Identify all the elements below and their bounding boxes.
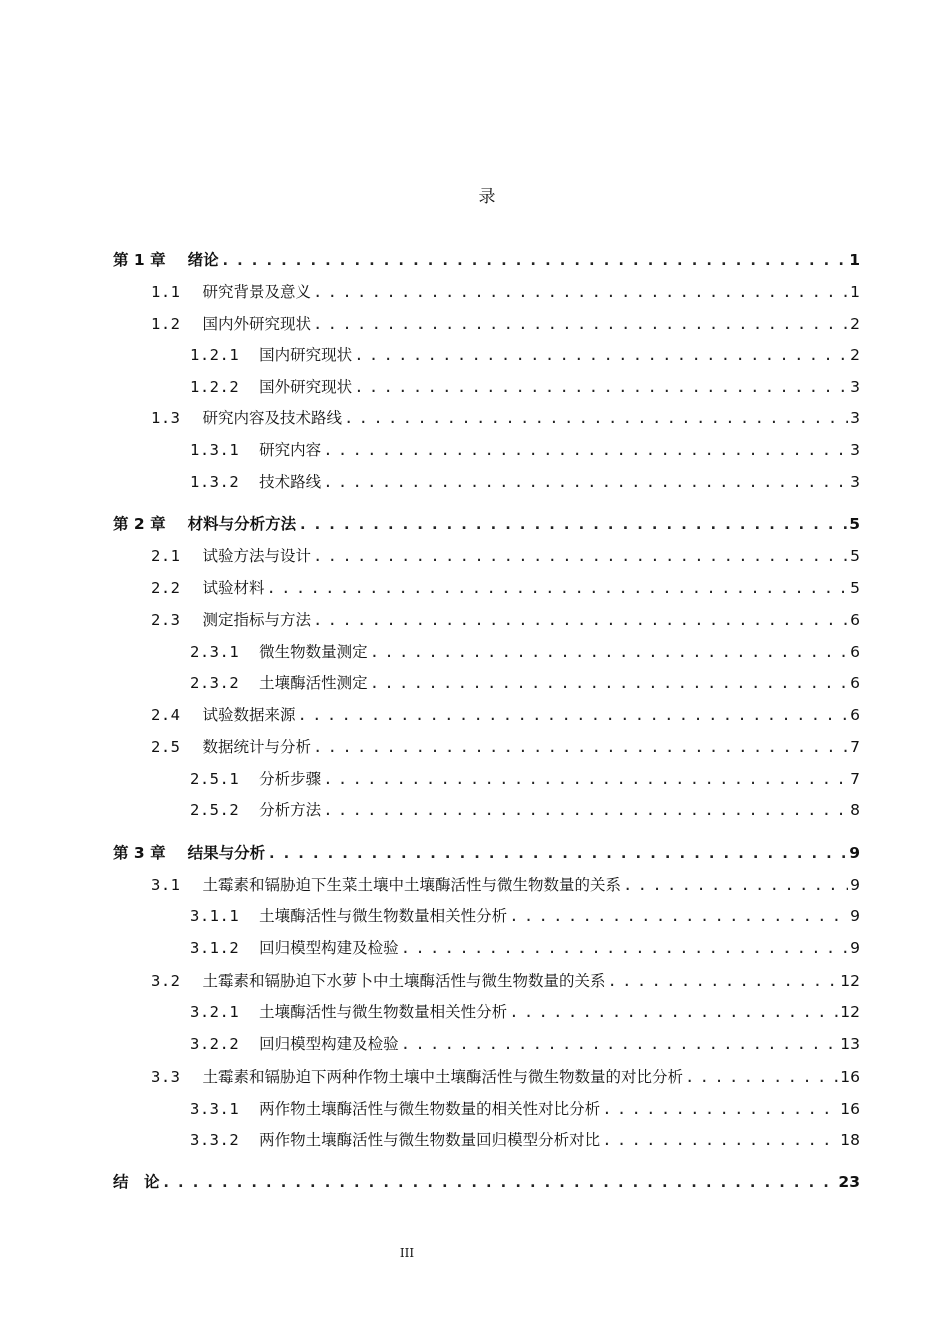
toc-dot-leader: [323, 767, 848, 791]
toc-entry-page: 8: [850, 801, 860, 819]
toc-entry-page: 23: [838, 1173, 860, 1191]
toc-entry-page: 6: [850, 674, 860, 692]
toc-section-entry[interactable]: [190, 375, 860, 399]
toc-entry-number: 1.3: [151, 409, 181, 427]
toc-entry-page: 13: [840, 1035, 860, 1053]
toc-dot-leader: [685, 1065, 838, 1089]
toc-entry-page: 7: [850, 738, 860, 756]
toc-dot-leader: [401, 1032, 839, 1056]
toc-entry-label: 土霉素和镉胁迫下两种作物土壤中土壤酶活性与微生物数量的对比分析: [202, 1068, 684, 1086]
toc-section-entry[interactable]: [190, 671, 860, 695]
toc-section-entry[interactable]: [190, 1128, 860, 1152]
toc-dot-leader: [313, 312, 848, 336]
toc-entry-page: 7: [850, 770, 860, 788]
toc-dot-leader: [298, 512, 847, 536]
toc-entry-label: 微生物数量测定: [259, 643, 368, 661]
toc-dot-leader: [313, 735, 848, 759]
toc-entry-number: 1.2.2: [190, 378, 240, 396]
toc-entry-page: 3: [850, 441, 860, 459]
toc-dot-leader: [602, 1128, 838, 1152]
toc-dot-leader: [313, 544, 848, 568]
toc-entry-page: 9: [850, 939, 860, 957]
toc-chapter-entry[interactable]: [113, 248, 860, 272]
toc-entry-number: 3.3.2: [190, 1131, 240, 1149]
toc-entry-number: 3.1.1: [190, 907, 240, 925]
toc-section-entry[interactable]: [151, 312, 860, 336]
toc-section-entry[interactable]: [151, 703, 860, 727]
toc-entry-label: 试验数据来源: [202, 706, 296, 724]
toc-dot-leader: [323, 470, 848, 494]
toc-dot-leader: [267, 576, 849, 600]
toc-entry-page: 12: [840, 972, 860, 990]
toc-entry-number: 3.2.1: [190, 1003, 240, 1021]
toc-section-entry[interactable]: [151, 544, 860, 568]
toc-dot-leader: [267, 841, 847, 865]
toc-dot-leader: [608, 969, 839, 993]
toc-entry-label: 分析步骤: [259, 770, 322, 788]
toc-entry-page: 1: [850, 283, 860, 301]
toc-entry-number: 1.3.2: [190, 473, 240, 491]
toc-entry-page: 6: [850, 643, 860, 661]
toc-dot-leader: [344, 406, 848, 430]
toc-entry-number: 2.3.1: [190, 643, 240, 661]
toc-entry-page: 3: [850, 473, 860, 491]
toc-entry-number: 第 3 章: [113, 844, 166, 862]
toc-entry-label: 土壤酶活性测定: [259, 674, 368, 692]
toc-section-entry[interactable]: [151, 280, 860, 304]
toc-entry-number: 2.4: [151, 706, 181, 724]
toc-chapter-entry[interactable]: [113, 512, 860, 536]
toc-entry-label: 试验方法与设计: [202, 547, 312, 565]
toc-section-entry[interactable]: [151, 969, 860, 993]
toc-entry-page: 5: [850, 547, 860, 565]
toc-section-entry[interactable]: [190, 936, 860, 960]
toc-entry-page: 5: [849, 515, 860, 533]
toc-entry-number: 1.1: [151, 283, 181, 301]
toc-entry-page: 3: [850, 378, 860, 396]
toc-section-entry[interactable]: [151, 406, 860, 430]
toc-entry-page: 16: [840, 1100, 860, 1118]
toc-entry-number: 3.1.2: [190, 939, 240, 957]
toc-entry-label: 回归模型构建及检验: [259, 1035, 399, 1053]
toc-dot-leader: [313, 608, 848, 632]
toc-entry-number: 3.3: [151, 1068, 181, 1086]
toc-entry-label: 测定指标与方法: [202, 611, 312, 629]
toc-entry-number: 2.2: [151, 579, 181, 597]
toc-entry-page: 5: [850, 579, 860, 597]
toc-entry-label: 土壤酶活性与微生物数量相关性分析: [259, 1003, 508, 1021]
toc-chapter-entry[interactable]: [113, 1170, 860, 1194]
toc-entry-label: 技术路线: [259, 473, 322, 491]
toc-section-entry[interactable]: [190, 640, 860, 664]
toc-entry-number: 第 1 章: [113, 251, 166, 269]
toc-entry-number: 3.2.2: [190, 1035, 240, 1053]
toc-dot-leader: [298, 703, 849, 727]
toc-section-entry[interactable]: [190, 798, 860, 822]
toc-entry-page: 2: [850, 315, 860, 333]
toc-dot-leader: [509, 904, 848, 928]
toc-section-entry[interactable]: [190, 904, 860, 928]
toc-section-entry[interactable]: [151, 576, 860, 600]
toc-chapter-entry[interactable]: [113, 841, 860, 865]
toc-section-entry[interactable]: [151, 608, 860, 632]
toc-entry-page: 3: [850, 409, 860, 427]
toc-entry-number: 3.3.1: [190, 1100, 240, 1118]
toc-entry-number: 3.2: [151, 972, 181, 990]
toc-dot-leader: [401, 936, 848, 960]
toc-entry-label: 数据统计与分析: [202, 738, 312, 756]
toc-dot-leader: [623, 873, 848, 897]
toc-section-entry[interactable]: [190, 1032, 860, 1056]
toc-entry-label: 研究背景及意义: [202, 283, 312, 301]
toc-section-entry[interactable]: [190, 767, 860, 791]
toc-entry-label: 两作物土壤酶活性与微生物数量回归模型分析对比: [259, 1131, 601, 1149]
toc-entry-number: 1.2.1: [190, 346, 240, 364]
toc-entry-number: 3.1: [151, 876, 181, 894]
toc-section-entry[interactable]: [151, 1065, 860, 1089]
toc-entry-number: 2.3: [151, 611, 181, 629]
toc-section-entry[interactable]: [190, 343, 860, 367]
toc-dot-leader: [354, 375, 848, 399]
toc-dot-leader: [323, 798, 848, 822]
toc-entry-page: 12: [840, 1003, 860, 1021]
toc-entry-page: 9: [850, 907, 860, 925]
toc-section-entry[interactable]: [190, 1097, 860, 1121]
toc-entry-label: 国内外研究现状: [202, 315, 312, 333]
toc-section-entry[interactable]: [151, 735, 860, 759]
toc-entry-label: 土霉素和镉胁迫下水萝卜中土壤酶活性与微生物数量的关系: [202, 972, 606, 990]
toc-entry-label: 土霉素和镉胁迫下生菜土壤中土壤酶活性与微生物数量的关系: [202, 876, 622, 894]
toc-title: 录: [478, 187, 496, 207]
toc-entry-label: 结果与分析: [187, 844, 266, 862]
toc-entry-label: 国内研究现状: [259, 346, 353, 364]
toc-dot-leader: [370, 671, 848, 695]
toc-dot-leader: [221, 248, 848, 272]
toc-entry-label: 研究内容: [259, 441, 322, 459]
toc-dot-leader: [323, 438, 848, 462]
toc-entry-label: 材料与分析方法: [187, 515, 297, 533]
toc-section-entry[interactable]: [151, 873, 860, 897]
toc-entry-page: 18: [840, 1131, 860, 1149]
toc-entry-page: 6: [850, 611, 860, 629]
toc-dot-leader: [602, 1097, 838, 1121]
toc-dot-leader: [354, 343, 848, 367]
toc-dot-leader: [313, 280, 848, 304]
toc-entry-label: 国外研究现状: [259, 378, 353, 396]
toc-entry-number: 2.3.2: [190, 674, 240, 692]
toc-entry-page: 16: [840, 1068, 860, 1086]
toc-entry-label: 绪论: [187, 251, 219, 269]
toc-entry-label: 研究内容及技术路线: [202, 409, 343, 427]
page-number-footer: III: [399, 1246, 415, 1260]
toc-entry-page: 9: [850, 876, 860, 894]
toc-entry-number: 1.2: [151, 315, 181, 333]
toc-entry-label: 土壤酶活性与微生物数量相关性分析: [259, 907, 508, 925]
toc-entry-page: 1: [849, 251, 860, 269]
toc-entry-label: 试验材料: [202, 579, 265, 597]
toc-entry-number: 结 论: [113, 1173, 160, 1191]
toc-entry-number: 2.5.1: [190, 770, 240, 788]
toc-dot-leader: [509, 1000, 838, 1024]
toc-section-entry[interactable]: [190, 470, 860, 494]
toc-section-entry[interactable]: [190, 438, 860, 462]
toc-entry-label: 回归模型构建及检验: [259, 939, 399, 957]
toc-entry-number: 2.5.2: [190, 801, 240, 819]
toc-entry-label: 两作物土壤酶活性与微生物数量的相关性对比分析: [259, 1100, 601, 1118]
toc-entry-number: 1.3.1: [190, 441, 240, 459]
toc-entry-label: 分析方法: [259, 801, 322, 819]
toc-entry-number: 2.5: [151, 738, 181, 756]
toc-entry-page: 2: [850, 346, 860, 364]
toc-entry-number: 2.1: [151, 547, 181, 565]
toc-entry-page: 6: [850, 706, 860, 724]
toc-entry-number: 第 2 章: [113, 515, 166, 533]
toc-dot-leader: [370, 640, 848, 664]
toc-section-entry[interactable]: [190, 1000, 860, 1024]
toc-dot-leader: [162, 1170, 837, 1194]
toc-entry-page: 9: [849, 844, 860, 862]
